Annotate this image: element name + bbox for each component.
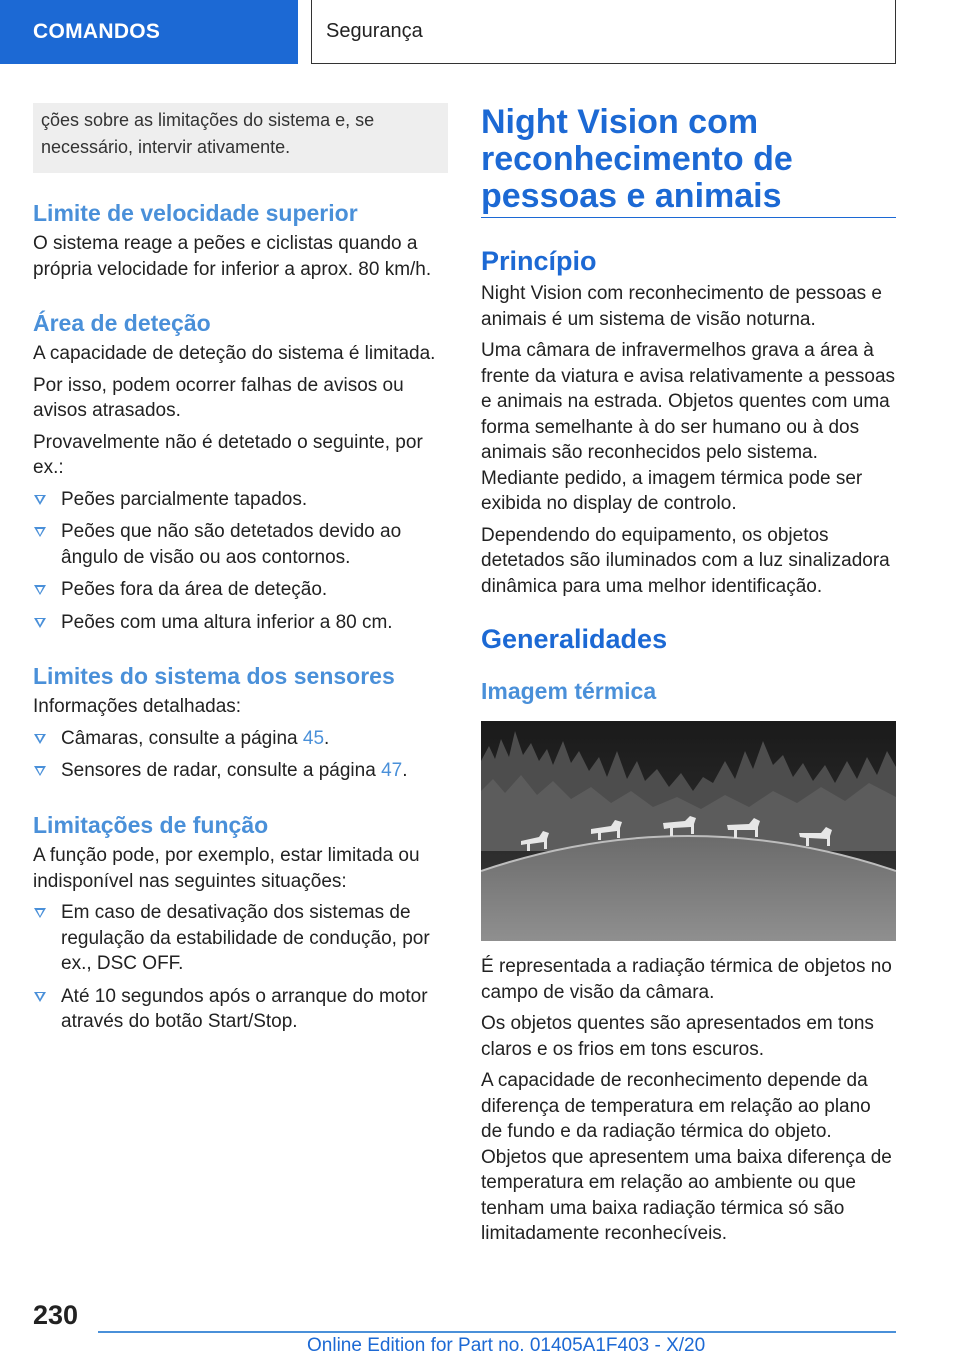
section-sensor-limits: [33, 662, 448, 784]
page-link-45[interactable]: 45: [302, 727, 325, 749]
triangle-bullet-icon: [34, 734, 46, 744]
principle-p3: Dependendo do equipamento, os objetos detetados são iluminados com a luz sinalizadora dinâmica para uma melhor identificação.: [481, 524, 890, 597]
function-limits-intro: A função pode, por exemplo, estar limitada ou indisponível nas seguintes situações:: [33, 845, 420, 892]
triangle-bullet-icon: [34, 618, 46, 628]
thermal-image-illustration: [481, 721, 896, 941]
page-header: [0, 0, 960, 66]
continued-note: [33, 103, 448, 173]
section-detection-area: [33, 309, 448, 635]
list-item: Câmaras, consulte a página 45.: [33, 726, 448, 752]
function-limits-list: [33, 900, 448, 1035]
principle-p1: Night Vision com reconhecimento de pessoas e animais é um sistema de visão noturna.: [481, 283, 882, 330]
principle-p2: Uma câmara de infravermelhos grava a área à frente da viatura e avisa relativamente a pessoas e animais na estrada. Objetos quentes com uma forma semelhante à do ser humano ou à dos animais são reconhecidos pelo sistema. Mediante pedido, a imagem térmica pode ser exibida no display de controlo.: [481, 340, 896, 514]
triangle-bullet-icon: [34, 527, 46, 537]
section-night-vision-title: [481, 104, 896, 215]
detection-area-p2: Por isso, podem ocorrer falhas de avisos ou avisos atrasados.: [33, 374, 404, 421]
title-divider: [481, 217, 896, 218]
sensor-limits-list: [33, 726, 448, 784]
thermal-p1: É representada a radiação térmica de objetos no campo de visão da câmara.: [481, 956, 892, 1003]
list-item: Em caso de desativação dos sistemas de regulação da estabilidade de condução, por ex., DSC OFF.: [33, 900, 448, 977]
list-item: Peões com uma altura inferior a 80 cm.: [33, 610, 448, 636]
footer-edition: Online Edition for Part no. 01405A1F403 - X/20: [307, 1335, 706, 1356]
heading-speed-limit: Limite de velocidade superior: [33, 200, 358, 226]
heading-thermal-image: Imagem térmica: [481, 678, 657, 704]
heading-detection-area: Área de deteção: [33, 310, 211, 336]
triangle-bullet-icon: [34, 908, 46, 918]
triangle-bullet-icon: [34, 992, 46, 1002]
section-general: [481, 623, 896, 705]
main-title: Night Vision com reconhecimento de pessoas e animais: [481, 103, 793, 215]
page-number: 230: [33, 1300, 79, 1330]
triangle-bullet-icon: [34, 495, 46, 505]
detection-area-list: [33, 487, 448, 636]
detection-area-p1: A capacidade de deteção do sistema é limitada.: [33, 343, 436, 364]
sensor-limits-intro: Informações detalhadas:: [33, 696, 242, 717]
heading-sensor-limits: Limites do sistema dos sensores: [33, 663, 395, 689]
section-function-limits: [33, 811, 448, 1035]
chapter-tab: COMANDOS: [0, 0, 298, 64]
list-item: Peões parcialmente tapados.: [33, 487, 448, 513]
heading-principle: Princípio: [481, 246, 597, 276]
section-thermal-text: [481, 954, 896, 1247]
section-principle: [481, 245, 896, 599]
list-item: Sensores de radar, consulte a página 47.: [33, 758, 448, 784]
heading-general: Generalidades: [481, 624, 668, 654]
list-item: Até 10 segundos após o arranque do motor através do botão Start/Stop.: [33, 984, 448, 1035]
page-link-47[interactable]: 47: [381, 760, 403, 781]
list-item: Peões que não são detetados devido ao ângulo de visão ou aos contornos.: [33, 519, 448, 570]
speed-limit-text: O sistema reage a peões e ciclistas quando a própria velocidade for inferior a aprox. 80 km/h.: [33, 233, 432, 280]
triangle-bullet-icon: [34, 766, 46, 776]
section-speed-limit: [33, 199, 448, 282]
thermal-p2: Os objetos quentes são apresentados em tons claros e os frios em tons escuros.: [481, 1013, 874, 1060]
heading-function-limits: Limitações de função: [33, 812, 269, 838]
thermal-p3: A capacidade de reconhecimento depende da diferença de temperatura em relação ao plano de fundo e da radiação térmica do objeto. Objetos que apresentem uma baixa diferença de temperatura em relação ao ambiente ou que tenham uma baixa radiação térmica só são limitadamente reconhecíveis.: [481, 1070, 892, 1244]
detection-area-p3: Provavelmente não é detetado o seguinte, por ex.:: [33, 431, 423, 478]
triangle-bullet-icon: [34, 585, 46, 595]
section-tab: Segurança: [311, 0, 896, 64]
list-item: Peões fora da área de deteção.: [33, 577, 448, 603]
footer-divider: [98, 1331, 896, 1333]
note-text: ções sobre as limitações do sistema e, se necessário, intervir ativamente.: [41, 110, 375, 157]
